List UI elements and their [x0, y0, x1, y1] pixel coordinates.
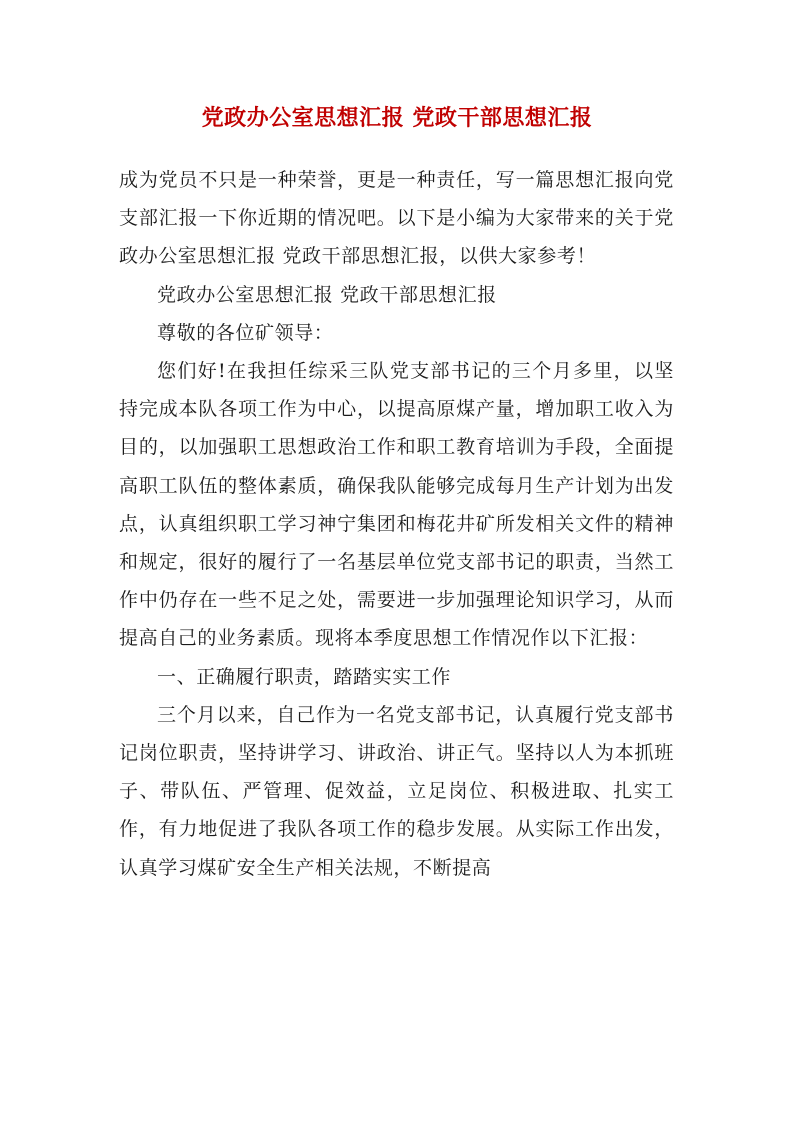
document-title: 党政办公室思想汇报 党政干部思想汇报 [201, 105, 593, 131]
body-paragraph: 三个月以来，自己作为一名党支部书记，认真履行党支部书记岗位职责，坚持讲学习、讲政治、讲正气。坚持以人为本抓班子、带队伍、严管理、促效益，立足岗位、积极进取、扎实工作，有力地促进了我队各项工作的稳步发展。从实际工作出发，认真学习煤矿安全生产相关法规，不断提高 [119, 703, 674, 879]
section-heading: 党政办公室思想汇报 党政干部思想汇报 [157, 283, 497, 306]
subsection-heading: 一、正确履行职责，踏踏实实工作 [157, 665, 452, 688]
salutation: 尊敬的各位矿领导： [157, 321, 334, 344]
body-paragraph: 您们好!在我担任综采三队党支部书记的三个月多里，以坚持完成本队各项工作为中心，以提高原煤产量，增加职工收入为目的，以加强职工思想政治工作和职工教育培训为手段，全面提高职工队伍的整体素质，确保我队能够完成每月生产计划为出发点，认真组织职工学习神宁集团和梅花井矿所发相关文件的精神和规定，很好的履行了一名基层单位党支部书记的职责，当然工作中仍存在一些不足之处，需要进一步加强理论知识学习，从而提高自己的业务素质。现将本季度思想工作情况作以下汇报： [119, 360, 674, 650]
intro-paragraph: 成为党员不只是一种荣誉，更是一种责任，写一篇思想汇报向党支部汇报一下你近期的情况吧。以下是小编为大家带来的关于党政办公室思想汇报 党政干部思想汇报，以供大家参考！ [119, 169, 674, 268]
document-body [119, 161, 674, 887]
